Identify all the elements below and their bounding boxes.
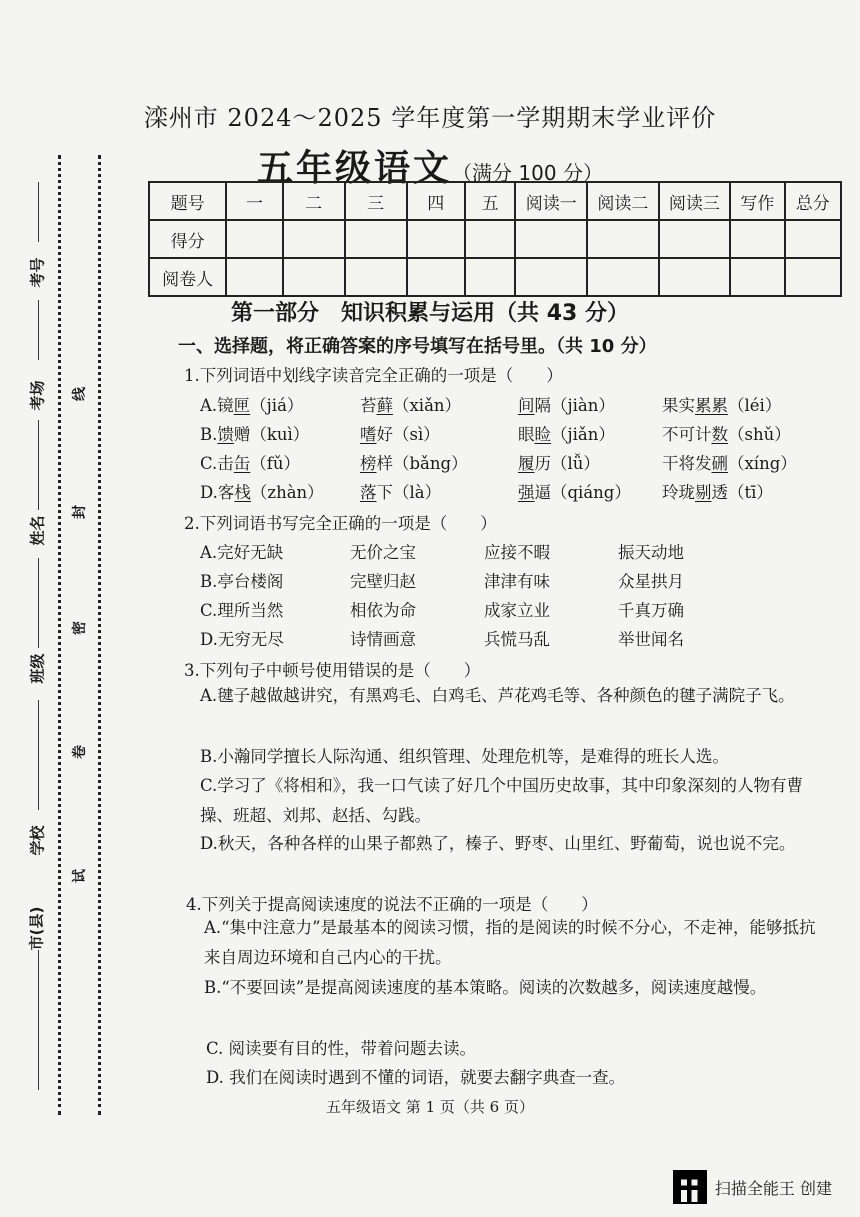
seal-char-feng: 封: [72, 505, 88, 519]
q1-text: B.: [200, 425, 218, 444]
q1-underlined-char: 间: [518, 396, 535, 415]
score-table-score-row: [149, 220, 841, 258]
grader-cell[interactable]: [730, 258, 784, 296]
q2-word: 千真万确: [618, 601, 684, 620]
q1-underlined-char: 馈: [217, 425, 234, 444]
score-table-grader-row: [149, 258, 841, 296]
field-school: 学校: [28, 825, 47, 856]
q4-stem: 4.下列关于提高阅读速度的说法不正确的一项是（ ）: [186, 895, 598, 914]
page-footer: 五年级语文 第 1 页（共 6 页）: [326, 1098, 534, 1116]
class-blank: [38, 558, 39, 648]
name-blank: [38, 420, 39, 510]
q2-word: 兵慌马乱: [484, 630, 550, 649]
q2-word: D.无穷无尽: [200, 630, 284, 649]
scanner-watermark: [673, 1170, 832, 1204]
score-header-cell: 阅读三: [659, 182, 731, 220]
q2-word: 应接不暇: [484, 543, 550, 562]
q2-word: 振天动地: [618, 543, 684, 562]
q1-underlined-char: 强: [518, 483, 535, 502]
q1-underlined-char: 剔: [695, 483, 712, 502]
score-header-cell: 题号: [149, 182, 226, 220]
city-blank: [38, 950, 39, 1090]
q2-word: 诗情画意: [350, 630, 416, 649]
q1-pinyin: （jiá）: [250, 396, 304, 415]
score-header-cell: 四: [407, 182, 465, 220]
q3-option-b: B.小瀚同学擅长人际沟通、组织管理、处理危机等，是难得的班长人选。: [200, 747, 729, 766]
q1-underlined-char: 数: [711, 425, 728, 444]
q1-text: 透（tī）: [711, 483, 773, 502]
score-header-cell: 五: [465, 182, 516, 220]
q1-stem: 1.下列词语中划线字读音完全正确的一项是（ ）: [184, 366, 563, 385]
field-exam-number: 考号: [28, 257, 47, 288]
q1-text: 样（bǎng）: [376, 454, 468, 473]
q1-underlined-char: 榜: [360, 454, 377, 473]
q1-text: 好（sì）: [376, 425, 440, 444]
q1-underlined-char: 落: [360, 483, 377, 502]
exam-title: 滦州市 2024～2025 学年度第一学期期末学业评价: [143, 104, 717, 132]
score-header-cell: 写作: [730, 182, 784, 220]
seal-char-xian: 线: [72, 387, 88, 401]
q1-pinyin: （xiǎn）: [393, 396, 462, 415]
q1-text: 隔（jiàn）: [534, 396, 615, 415]
score-header-cell: 三: [345, 182, 407, 220]
q1-pinyin: （xíng）: [728, 454, 797, 473]
q2-word: A.完好无缺: [200, 543, 284, 562]
school-blank: [38, 700, 39, 810]
score-row-label: 得分: [149, 220, 226, 258]
q2-word: 津津有味: [484, 572, 550, 591]
grader-cell[interactable]: [407, 258, 465, 296]
score-cell[interactable]: [226, 220, 282, 258]
q3-stem: 3.下列句子中顿号使用错误的是（ ）: [184, 661, 481, 680]
score-cell[interactable]: [407, 220, 465, 258]
q1-text: 苔: [360, 396, 377, 415]
q2-word: 众星拱月: [618, 572, 684, 591]
score-header-cell: 二: [283, 182, 345, 220]
field-class: 班级: [28, 653, 47, 684]
score-header-cell: 阅读二: [587, 182, 659, 220]
q4-option-a: A.“集中注意力”是最基本的阅读习惯，指的是阅读的时候不分心，不走神，能够抵抗来自周边环境和自己内心的干扰。: [204, 918, 816, 967]
q1-underlined-char: 藓: [376, 396, 393, 415]
q1-pinyin: （fǔ）: [250, 454, 301, 473]
q2-word: 相依为命: [350, 601, 416, 620]
q4-option-d: D. 我们在阅读时遇到不懂的词语，就要去翻字典查一查。: [206, 1068, 626, 1087]
qr-code-icon: [673, 1170, 707, 1204]
q1-text: A.镜: [200, 396, 234, 415]
q1-text: 眼: [518, 425, 535, 444]
q1-text: 干将发: [662, 454, 712, 473]
q1-underlined-char: 睑: [534, 425, 551, 444]
q3-option-d: D.秋天，各种各样的山果子都熟了，榛子、野枣、山里红、野葡萄，说也说不完。: [200, 834, 796, 853]
q2-word: C.理所当然: [200, 601, 284, 620]
q3-option-c: C.学习了《将相和》，我一口气读了好几个中国历史故事，其中印象深刻的人物有曹操、班超、刘邦、赵括、勾践。: [200, 776, 804, 825]
grader-cell[interactable]: [345, 258, 407, 296]
seal-char-shi: 试: [72, 869, 88, 883]
part1-title: 第一部分 知识积累与运用（共 43 分）: [231, 301, 629, 326]
q2-word: 举世闻名: [618, 630, 684, 649]
q2-word: B.亭台楼阁: [200, 572, 284, 591]
q2-word: 完壁归赵: [350, 572, 416, 591]
score-cell[interactable]: [587, 220, 659, 258]
grader-cell[interactable]: [587, 258, 659, 296]
q1-underlined-char: 履: [518, 454, 535, 473]
q1-underlined-char: 缶: [233, 454, 251, 473]
grader-cell[interactable]: [515, 258, 587, 296]
score-header-cell: 阅读一: [515, 182, 587, 220]
watermark-text: 扫描全能王 创建: [714, 1178, 832, 1198]
score-table: [148, 181, 842, 297]
grader-cell[interactable]: [785, 258, 841, 296]
q1-text: 玲珑: [662, 483, 695, 502]
section1-heading: 一、选择题，将正确答案的序号填写在括号里。（共 10 分）: [178, 336, 657, 357]
q4-option-c: C. 阅读要有目的性，带着问题去读。: [206, 1039, 477, 1058]
q1-pinyin: （léi）: [728, 396, 782, 415]
q1-underlined-char: 匣: [233, 396, 251, 415]
seal-char-juan: 卷: [72, 745, 88, 759]
q1-underlined-char: 嗜: [360, 425, 377, 444]
subject-name: 五年级语文: [257, 148, 453, 189]
grader-row-label: 阅卷人: [149, 258, 226, 296]
score-cell[interactable]: [345, 220, 407, 258]
score-cell[interactable]: [515, 220, 587, 258]
q3-option-a: A.毽子越做越讲究，有黑鸡毛、白鸡毛、芦花鸡毛等、各种颜色的毽子满院子飞。: [200, 686, 795, 705]
q1-underlined-char: 栈: [234, 483, 251, 502]
grader-cell[interactable]: [283, 258, 345, 296]
q1-text: 下（là）: [376, 483, 442, 502]
q1-pinyin: （jiǎn）: [551, 425, 615, 444]
q4-option-b: B.“不要回读”是提高阅读速度的基本策略。阅读的次数越多，阅读速度越慢。: [204, 978, 767, 997]
q1-text: C.击: [200, 454, 234, 473]
q1-pinyin: （zhàn）: [250, 483, 324, 502]
q1-text: 果实: [662, 396, 695, 415]
score-cell[interactable]: [465, 220, 516, 258]
score-cell[interactable]: [283, 220, 345, 258]
score-cell[interactable]: [659, 220, 731, 258]
q1-pinyin: （shǔ）: [728, 425, 791, 444]
q1-text: 逼（qiáng）: [534, 483, 631, 502]
q1-text: 赠（kuì）: [233, 425, 310, 444]
grader-cell[interactable]: [226, 258, 282, 296]
grader-cell[interactable]: [659, 258, 731, 296]
q2-stem: 2.下列词语书写完全正确的一项是（ ）: [184, 514, 497, 533]
q1-underlined-char: 硎: [711, 454, 728, 473]
score-table-header-row: [149, 182, 841, 220]
seal-char-mi: 密: [72, 621, 88, 635]
q1-text: 不可计: [662, 425, 712, 444]
score-header-cell: 一: [226, 182, 282, 220]
score-cell[interactable]: [730, 220, 784, 258]
field-name: 姓名: [28, 515, 47, 546]
q1-text: D.客: [200, 483, 235, 502]
full-score: （满分 100 分）: [452, 161, 603, 185]
q2-word: 无价之宝: [350, 543, 416, 562]
q2-word: 成家立业: [484, 601, 550, 620]
field-exam-room: 考场: [28, 380, 47, 411]
q1-underlined-char: 累累: [695, 396, 728, 415]
exam-number-blank: [38, 182, 39, 242]
field-city: 市(县): [27, 906, 46, 951]
score-header-cell: 总分: [785, 182, 841, 220]
grader-cell[interactable]: [465, 258, 516, 296]
score-cell[interactable]: [785, 220, 841, 258]
q1-text: 历（lǚ）: [534, 454, 600, 473]
